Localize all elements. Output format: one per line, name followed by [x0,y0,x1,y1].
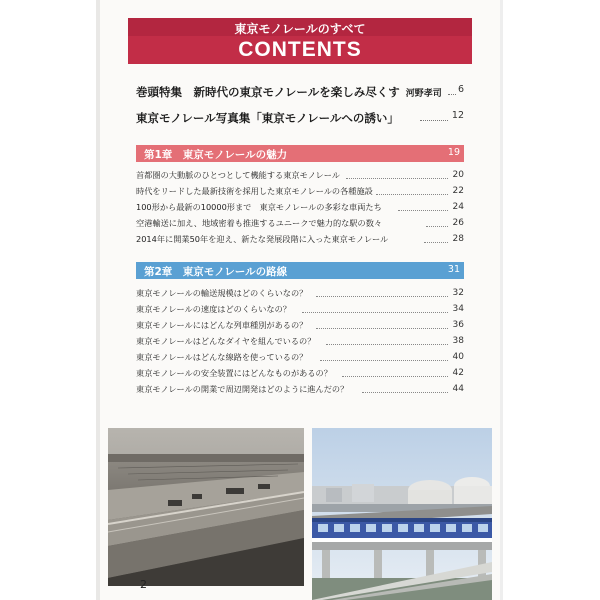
toc-item[interactable] [136,170,464,183]
dot-leader [316,296,448,297]
page-number: 40 [452,352,464,362]
chapter-heading[interactable] [136,145,464,162]
toc-item[interactable] [136,384,464,397]
feature-title: 東京モノレール写真集「東京モノレールへの誘い」 [136,111,399,125]
toc-item[interactable] [136,336,464,349]
aerial-photo-graphic [108,428,304,586]
dot-leader [302,312,448,313]
monorail-photo [312,428,492,600]
toc-item-title: 空港輸送に加え、地域密着も推進するユニークで魅力的な駅の数々 [136,218,383,228]
toc-item[interactable] [136,320,464,333]
feature-title: 巻頭特集 新時代の東京モノレールを楽しみ尽くす [136,85,400,99]
toc-item[interactable] [136,186,464,199]
toc-item-title: 2014年に開業50年を迎え、新たな発展段階に入った東京モノレール [136,234,389,244]
toc-item-title: 東京モノレールはどんなダイヤを組んでいるの？ [136,336,316,346]
page-number: 28 [452,234,464,244]
dot-leader [426,226,448,227]
dot-leader [376,194,448,195]
page-number: 22 [452,186,464,196]
toc-item[interactable] [136,288,464,301]
toc-item[interactable] [136,234,464,247]
toc-item-title: 東京モノレールの輸送規模はどのくらいなの？ [136,288,308,298]
feature-author: 河野孝司 [405,89,442,99]
toc-item-title: 東京モノレールの速度はどのくらいなの？ [136,304,291,314]
aerial-photo [108,428,304,586]
page-number: 24 [452,202,464,212]
toc-item[interactable] [136,218,464,231]
chapter-title: 第2章 東京モノレールの路線 [144,266,288,278]
page-number: 12 [451,110,464,121]
toc-item-title: 東京モノレールの安全装置にはどんなものがあるの？ [136,368,332,378]
toc-item[interactable] [136,352,464,365]
contents-header [128,18,472,64]
toc-item[interactable] [136,368,464,381]
dot-leader [362,392,448,393]
book-page [100,0,500,600]
toc-item-title: 首都圏の大動脈のひとつとして機能する東京モノレール [136,170,340,180]
page-number: 19 [447,147,460,158]
chapter-heading[interactable] [136,262,464,279]
monorail-photo-graphic [312,428,492,600]
toc-item-title: 100形から最新の10000形まで 東京モノレールの多彩な車両たち [136,202,382,212]
page-number: 34 [452,304,464,314]
page-number: 38 [452,336,464,346]
toc-feature-entry[interactable] [136,110,464,126]
page-number: 42 [452,368,464,378]
page-number: 20 [452,170,464,180]
page-number: 26 [452,218,464,228]
page-number: 36 [452,320,464,330]
dot-leader [420,120,448,121]
dot-leader [316,328,448,329]
series-title: 東京モノレールのすべて [234,22,366,36]
dot-leader [346,178,448,179]
dot-leader [342,376,448,377]
chapter-title: 第1章 東京モノレールの魅力 [144,149,288,161]
dot-leader [448,94,456,95]
page-number: 31 [447,264,460,275]
page-number-folio: 2 [140,578,147,591]
toc-item-title: 東京モノレールにはどんな列車種別があるの？ [136,320,308,330]
toc-item-title: 時代をリードした最新技術を採用した東京モノレールの各種施設 [136,186,373,196]
toc-item-title: 東京モノレールの開業で周辺開発はどのように進んだの？ [136,384,349,394]
dot-leader [326,344,448,345]
page-number: 32 [452,288,464,298]
dot-leader [398,210,448,211]
toc-item-title: 東京モノレールはどんな線路を使っているの？ [136,352,308,362]
page-number: 6 [457,84,464,95]
toc-item[interactable] [136,202,464,215]
contents-title: CONTENTS [238,38,362,61]
dot-leader [320,360,448,361]
page-edge [500,0,503,600]
page-number: 44 [452,384,464,394]
dot-leader [424,242,448,243]
toc-feature-entry[interactable] [136,84,464,100]
toc-item[interactable] [136,304,464,317]
